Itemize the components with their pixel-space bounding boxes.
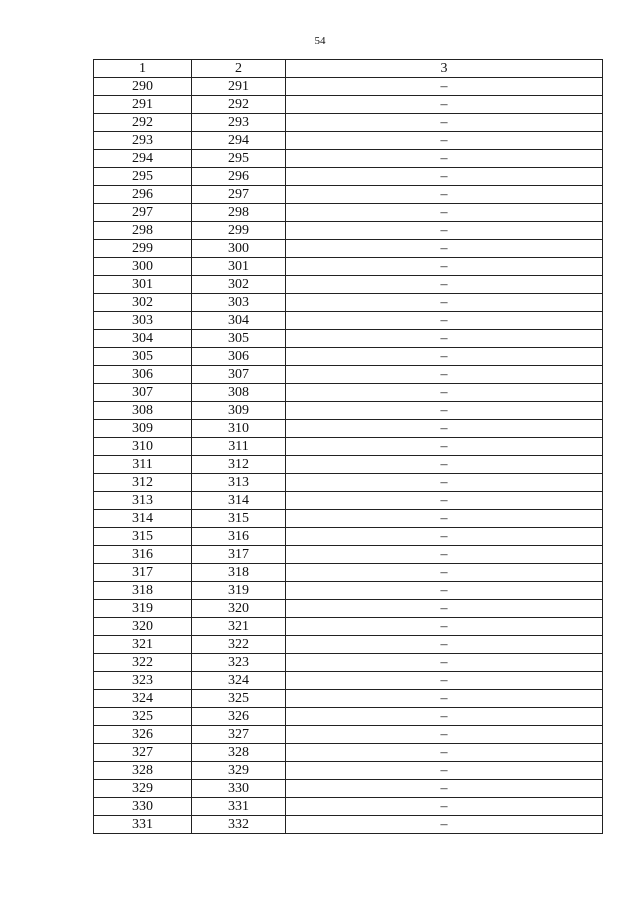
data-table	[93, 59, 603, 834]
table-cell-col-1: 323	[94, 672, 192, 690]
table-cell-col-3: –	[286, 420, 603, 438]
table-cell-col-2: 324	[192, 672, 286, 690]
table-cell-col-1: 310	[94, 438, 192, 456]
table-cell-col-1: 314	[94, 510, 192, 528]
table-cell-col-1: 318	[94, 582, 192, 600]
table-cell-col-3: –	[286, 690, 603, 708]
table-row	[94, 78, 603, 96]
table-cell-col-2: 310	[192, 420, 286, 438]
table-cell-col-1: 306	[94, 366, 192, 384]
table-cell-col-2: 322	[192, 636, 286, 654]
table-row	[94, 762, 603, 780]
table-cell-col-1: 296	[94, 186, 192, 204]
table-cell-col-2: 332	[192, 816, 286, 834]
table-row	[94, 294, 603, 312]
table-cell-col-3: –	[286, 312, 603, 330]
table-cell-col-2: 306	[192, 348, 286, 366]
table-cell-col-2: 309	[192, 402, 286, 420]
table-cell-col-3: –	[286, 618, 603, 636]
table-cell-col-1: 312	[94, 474, 192, 492]
table-cell-col-1: 331	[94, 816, 192, 834]
table-cell-col-2: 320	[192, 600, 286, 618]
table-row	[94, 690, 603, 708]
table-cell-col-1: 295	[94, 168, 192, 186]
table-cell-col-3: –	[286, 474, 603, 492]
table-cell-col-3: –	[286, 654, 603, 672]
table-row	[94, 708, 603, 726]
table-cell-col-3: –	[286, 132, 603, 150]
table-cell-col-1: 290	[94, 78, 192, 96]
table-cell-col-3: –	[286, 780, 603, 798]
table-cell-col-2: 315	[192, 510, 286, 528]
table-cell-col-1: 322	[94, 654, 192, 672]
table-cell-col-1: 305	[94, 348, 192, 366]
table-row	[94, 168, 603, 186]
table-cell-col-3: –	[286, 366, 603, 384]
table-cell-col-3: –	[286, 78, 603, 96]
table-cell-col-1: 293	[94, 132, 192, 150]
table-cell-col-1: 330	[94, 798, 192, 816]
table-cell-col-2: 302	[192, 276, 286, 294]
table-cell-col-3: –	[286, 744, 603, 762]
table-row	[94, 654, 603, 672]
table-row	[94, 780, 603, 798]
table-cell-col-3: –	[286, 816, 603, 834]
table-cell-col-3: –	[286, 546, 603, 564]
table-row	[94, 186, 603, 204]
table-cell-col-2: 319	[192, 582, 286, 600]
table-body	[94, 78, 603, 834]
table-cell-col-1: 313	[94, 492, 192, 510]
table-row	[94, 474, 603, 492]
table-row	[94, 420, 603, 438]
table-row	[94, 204, 603, 222]
table-row	[94, 276, 603, 294]
table-cell-col-2: 307	[192, 366, 286, 384]
table-cell-col-1: 301	[94, 276, 192, 294]
table-cell-col-2: 316	[192, 528, 286, 546]
column-header-3: 3	[286, 60, 603, 78]
table-row	[94, 564, 603, 582]
table-cell-col-1: 309	[94, 420, 192, 438]
header-row	[94, 60, 603, 78]
table-cell-col-3: –	[286, 600, 603, 618]
table-cell-col-3: –	[286, 150, 603, 168]
table-cell-col-2: 300	[192, 240, 286, 258]
table-cell-col-1: 308	[94, 402, 192, 420]
table-cell-col-1: 317	[94, 564, 192, 582]
page-number: 54	[314, 35, 326, 47]
table-cell-col-1: 292	[94, 114, 192, 132]
table-row	[94, 798, 603, 816]
table-cell-col-3: –	[286, 438, 603, 456]
table-row	[94, 636, 603, 654]
table-cell-col-3: –	[286, 114, 603, 132]
table-cell-col-1: 307	[94, 384, 192, 402]
table-cell-col-2: 308	[192, 384, 286, 402]
table-cell-col-3: –	[286, 222, 603, 240]
table-cell-col-3: –	[286, 762, 603, 780]
table-cell-col-1: 303	[94, 312, 192, 330]
table-cell-col-3: –	[286, 204, 603, 222]
table-cell-col-3: –	[286, 96, 603, 114]
table-row	[94, 132, 603, 150]
table-cell-col-2: 299	[192, 222, 286, 240]
table-cell-col-3: –	[286, 276, 603, 294]
table-cell-col-2: 311	[192, 438, 286, 456]
table-cell-col-2: 317	[192, 546, 286, 564]
table-cell-col-2: 326	[192, 708, 286, 726]
table-cell-col-3: –	[286, 528, 603, 546]
table-row	[94, 528, 603, 546]
table-cell-col-2: 297	[192, 186, 286, 204]
table-cell-col-2: 314	[192, 492, 286, 510]
table-cell-col-2: 301	[192, 258, 286, 276]
table-row	[94, 222, 603, 240]
table-cell-col-3: –	[286, 168, 603, 186]
table-cell-col-1: 327	[94, 744, 192, 762]
table-cell-col-3: –	[286, 798, 603, 816]
table-cell-col-2: 291	[192, 78, 286, 96]
table-cell-col-2: 303	[192, 294, 286, 312]
table-cell-col-1: 329	[94, 780, 192, 798]
table-cell-col-2: 296	[192, 168, 286, 186]
table-cell-col-1: 294	[94, 150, 192, 168]
table-cell-col-3: –	[286, 564, 603, 582]
table-row	[94, 726, 603, 744]
table-cell-col-3: –	[286, 456, 603, 474]
table-cell-col-1: 326	[94, 726, 192, 744]
table-cell-col-3: –	[286, 402, 603, 420]
table-cell-col-3: –	[286, 258, 603, 276]
table-row	[94, 492, 603, 510]
table-cell-col-2: 305	[192, 330, 286, 348]
table-row	[94, 330, 603, 348]
table-cell-col-2: 329	[192, 762, 286, 780]
table-cell-col-3: –	[286, 384, 603, 402]
table-cell-col-1: 298	[94, 222, 192, 240]
table-cell-col-2: 321	[192, 618, 286, 636]
table-cell-col-2: 295	[192, 150, 286, 168]
table-cell-col-1: 321	[94, 636, 192, 654]
table-row	[94, 348, 603, 366]
table-row	[94, 114, 603, 132]
table-cell-col-1: 299	[94, 240, 192, 258]
table-cell-col-1: 291	[94, 96, 192, 114]
table-row	[94, 438, 603, 456]
table-cell-col-2: 304	[192, 312, 286, 330]
table-cell-col-3: –	[286, 672, 603, 690]
table-cell-col-1: 316	[94, 546, 192, 564]
table-cell-col-3: –	[286, 240, 603, 258]
table-row	[94, 600, 603, 618]
table-row	[94, 510, 603, 528]
table-cell-col-2: 318	[192, 564, 286, 582]
table-cell-col-3: –	[286, 582, 603, 600]
table-cell-col-2: 327	[192, 726, 286, 744]
table-row	[94, 384, 603, 402]
table-row	[94, 150, 603, 168]
table-cell-col-3: –	[286, 510, 603, 528]
table-cell-col-1: 325	[94, 708, 192, 726]
table-cell-col-3: –	[286, 348, 603, 366]
table-cell-col-3: –	[286, 636, 603, 654]
table-cell-col-1: 304	[94, 330, 192, 348]
column-header-2: 2	[192, 60, 286, 78]
table-cell-col-2: 323	[192, 654, 286, 672]
table-cell-col-2: 293	[192, 114, 286, 132]
table-cell-col-2: 325	[192, 690, 286, 708]
table-cell-col-1: 311	[94, 456, 192, 474]
table-cell-col-1: 297	[94, 204, 192, 222]
table-cell-col-2: 313	[192, 474, 286, 492]
table-cell-col-2: 312	[192, 456, 286, 474]
table-row	[94, 672, 603, 690]
table-row	[94, 366, 603, 384]
table-row	[94, 258, 603, 276]
table-cell-col-3: –	[286, 726, 603, 744]
table-row	[94, 312, 603, 330]
table-cell-col-1: 315	[94, 528, 192, 546]
table-row	[94, 96, 603, 114]
table-cell-col-3: –	[286, 708, 603, 726]
table-cell-col-3: –	[286, 294, 603, 312]
table-cell-col-2: 328	[192, 744, 286, 762]
table-row	[94, 240, 603, 258]
table-row	[94, 402, 603, 420]
table-row	[94, 582, 603, 600]
table-cell-col-2: 330	[192, 780, 286, 798]
table-cell-col-2: 298	[192, 204, 286, 222]
table-cell-col-1: 320	[94, 618, 192, 636]
table-cell-col-2: 331	[192, 798, 286, 816]
table-cell-col-1: 324	[94, 690, 192, 708]
table-cell-col-3: –	[286, 330, 603, 348]
table-cell-col-1: 300	[94, 258, 192, 276]
table-cell-col-2: 294	[192, 132, 286, 150]
table-row	[94, 744, 603, 762]
table-row	[94, 546, 603, 564]
table-cell-col-3: –	[286, 186, 603, 204]
table-cell-col-1: 328	[94, 762, 192, 780]
table-row	[94, 816, 603, 834]
table-cell-col-3: –	[286, 492, 603, 510]
table-cell-col-1: 319	[94, 600, 192, 618]
table-cell-col-2: 292	[192, 96, 286, 114]
table-row	[94, 456, 603, 474]
table-cell-col-1: 302	[94, 294, 192, 312]
table-row	[94, 618, 603, 636]
column-header-1: 1	[94, 60, 192, 78]
